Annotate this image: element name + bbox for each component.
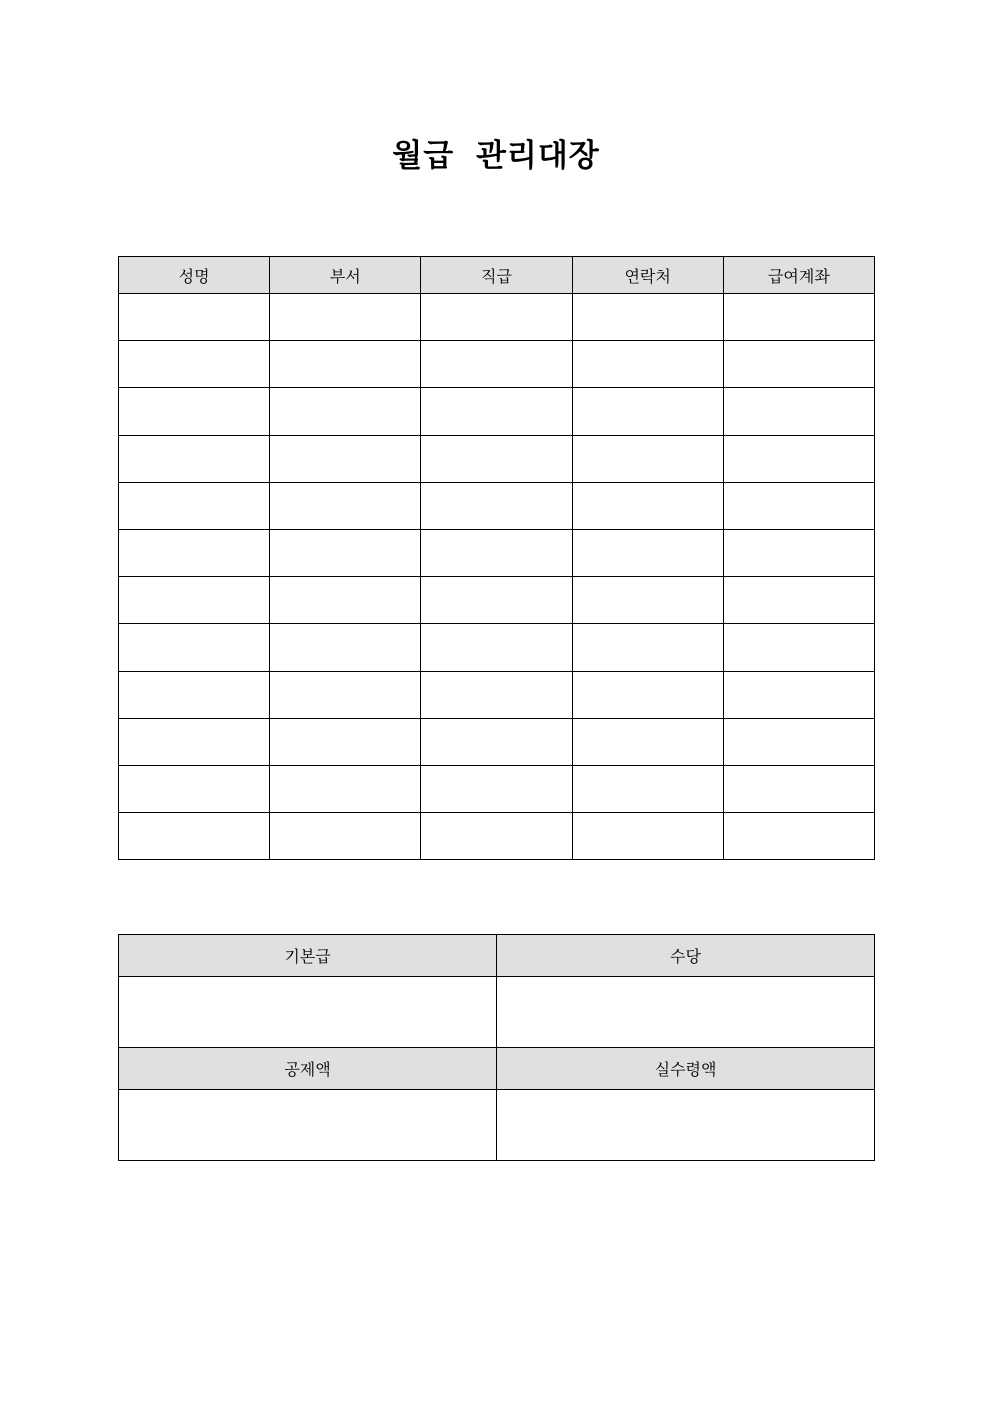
table-cell[interactable] (572, 482, 723, 529)
table-cell[interactable] (119, 482, 270, 529)
table-cell[interactable] (270, 813, 421, 860)
table-cell[interactable] (270, 765, 421, 812)
table-cell[interactable] (723, 765, 874, 812)
table-row (119, 435, 875, 482)
table-cell[interactable] (119, 388, 270, 435)
net-pay-cell[interactable] (497, 1090, 875, 1161)
table-row (119, 577, 875, 624)
table-cell[interactable] (572, 577, 723, 624)
table-cell[interactable] (119, 529, 270, 576)
table-cell[interactable] (421, 388, 572, 435)
table-cell[interactable] (421, 529, 572, 576)
table-cell[interactable] (270, 294, 421, 341)
table-cell[interactable] (270, 529, 421, 576)
table-cell[interactable] (270, 671, 421, 718)
table-cell[interactable] (119, 577, 270, 624)
table-cell[interactable] (572, 813, 723, 860)
table-cell[interactable] (270, 435, 421, 482)
table-cell[interactable] (723, 624, 874, 671)
table-cell[interactable] (723, 435, 874, 482)
table-cell[interactable] (421, 671, 572, 718)
table-cell[interactable] (421, 482, 572, 529)
table-cell[interactable] (572, 294, 723, 341)
table-cell[interactable] (270, 718, 421, 765)
table-row (119, 529, 875, 576)
table-cell[interactable] (723, 577, 874, 624)
table-cell[interactable] (119, 813, 270, 860)
table-row (119, 624, 875, 671)
pay-summary-table (118, 934, 875, 1161)
pay-value-row-2 (119, 1090, 875, 1161)
table-cell[interactable] (421, 435, 572, 482)
table-cell[interactable] (723, 671, 874, 718)
header-net-pay: 실수령액 (497, 1048, 875, 1090)
table-cell[interactable] (723, 813, 874, 860)
table-row (119, 813, 875, 860)
table-cell[interactable] (572, 529, 723, 576)
table-row (119, 388, 875, 435)
allowance-cell[interactable] (497, 977, 875, 1048)
table-cell[interactable] (572, 765, 723, 812)
table-cell[interactable] (270, 577, 421, 624)
table-cell[interactable] (119, 624, 270, 671)
header-position: 직급 (421, 257, 572, 294)
table-row (119, 482, 875, 529)
pay-value-row-1 (119, 977, 875, 1048)
table-cell[interactable] (723, 718, 874, 765)
table-cell[interactable] (421, 341, 572, 388)
table-row (119, 294, 875, 341)
table-cell[interactable] (723, 388, 874, 435)
table-cell[interactable] (270, 624, 421, 671)
pay-header-row-2 (119, 1048, 875, 1090)
employee-table-header-row (119, 257, 875, 294)
table-cell[interactable] (572, 435, 723, 482)
pay-header-row-1 (119, 935, 875, 977)
header-deduction: 공제액 (119, 1048, 497, 1090)
employee-table-body (119, 294, 875, 860)
table-cell[interactable] (421, 577, 572, 624)
header-allowance: 수당 (497, 935, 875, 977)
table-cell[interactable] (421, 813, 572, 860)
table-cell[interactable] (119, 671, 270, 718)
header-contact: 연락처 (572, 257, 723, 294)
table-cell[interactable] (270, 388, 421, 435)
deduction-cell[interactable] (119, 1090, 497, 1161)
table-cell[interactable] (119, 718, 270, 765)
table-cell[interactable] (723, 341, 874, 388)
header-salary-account: 급여계좌 (723, 257, 874, 294)
table-cell[interactable] (270, 341, 421, 388)
table-cell[interactable] (572, 671, 723, 718)
table-cell[interactable] (119, 435, 270, 482)
header-department: 부서 (270, 257, 421, 294)
base-pay-cell[interactable] (119, 977, 497, 1048)
header-name: 성명 (119, 257, 270, 294)
table-cell[interactable] (572, 624, 723, 671)
table-row (119, 718, 875, 765)
table-row (119, 671, 875, 718)
table-cell[interactable] (119, 341, 270, 388)
table-cell[interactable] (723, 529, 874, 576)
header-base-pay: 기본급 (119, 935, 497, 977)
table-cell[interactable] (572, 388, 723, 435)
table-cell[interactable] (421, 624, 572, 671)
table-cell[interactable] (119, 765, 270, 812)
table-cell[interactable] (572, 341, 723, 388)
table-cell[interactable] (723, 294, 874, 341)
page-title (0, 134, 992, 178)
table-cell[interactable] (421, 765, 572, 812)
table-cell[interactable] (572, 718, 723, 765)
page-title-word-1: 월급 (392, 138, 455, 174)
table-cell[interactable] (270, 482, 421, 529)
table-row (119, 765, 875, 812)
table-cell[interactable] (119, 294, 270, 341)
table-cell[interactable] (421, 718, 572, 765)
table-row (119, 341, 875, 388)
table-cell[interactable] (723, 482, 874, 529)
employee-table (118, 256, 875, 860)
page-title-word-2: 관리대장 (475, 138, 600, 174)
table-cell[interactable] (421, 294, 572, 341)
